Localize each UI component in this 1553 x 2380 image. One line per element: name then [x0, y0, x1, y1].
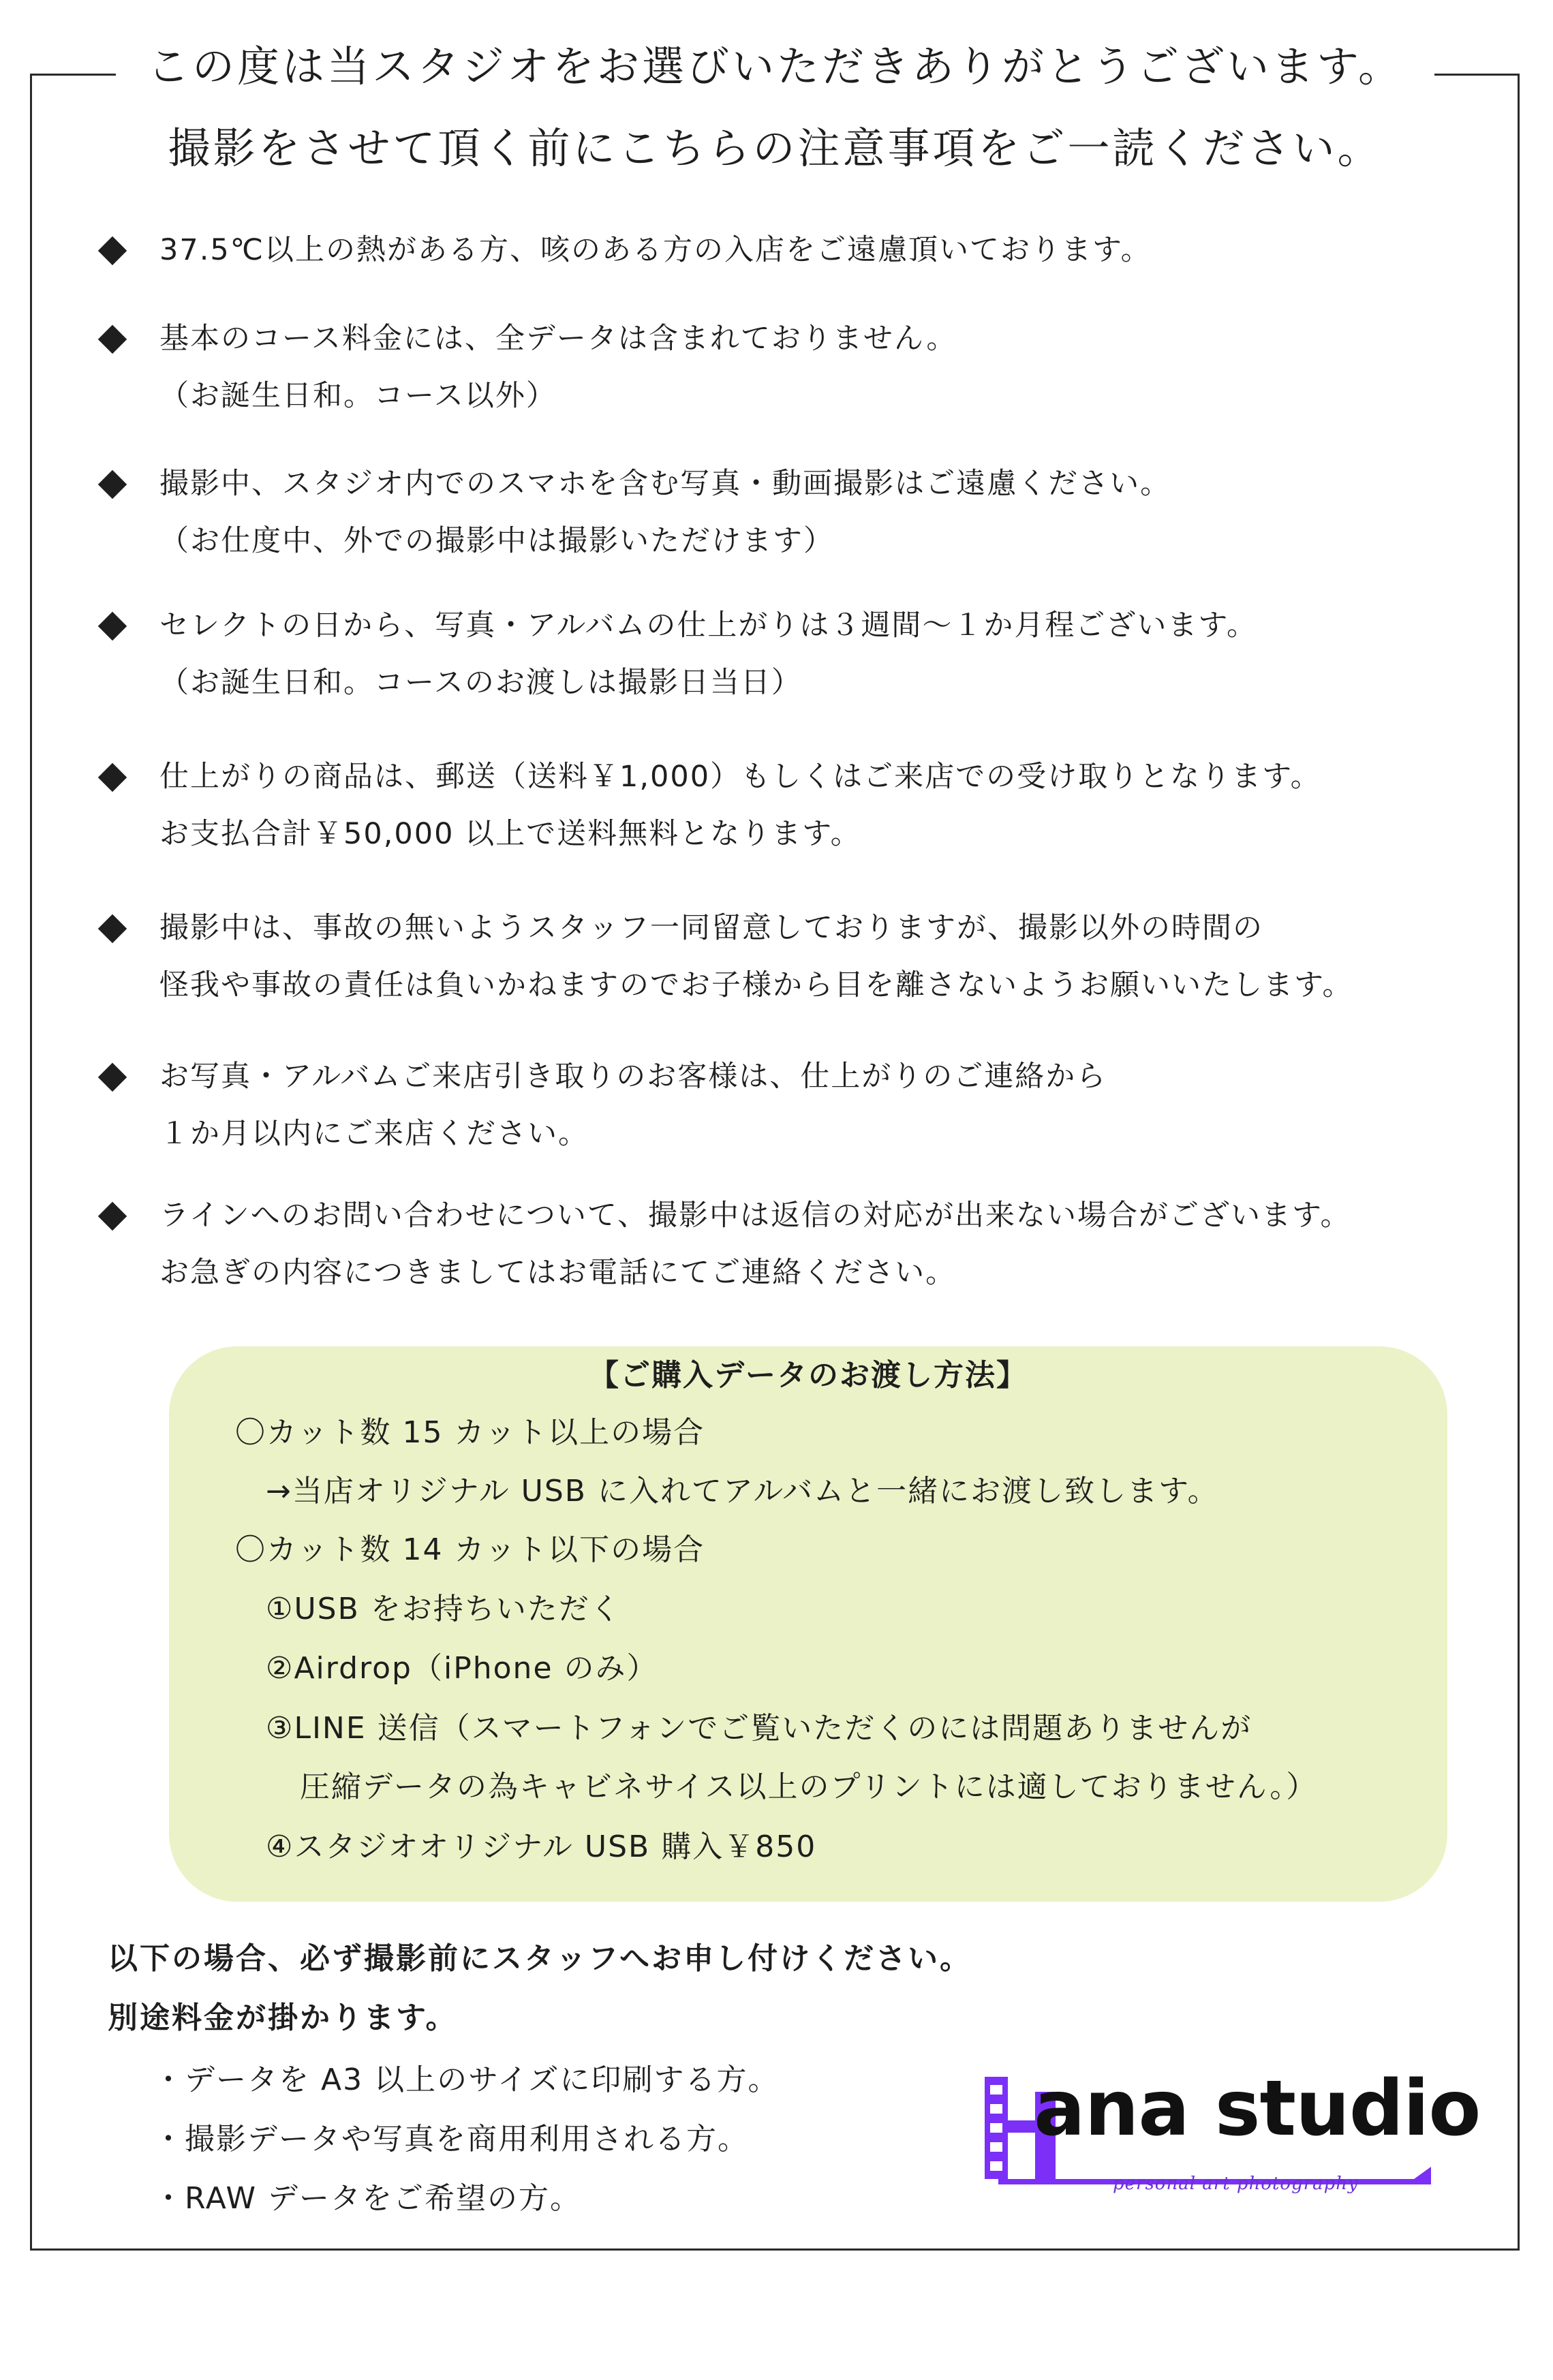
header-line-1: この度は当スタジオをお選びいただきありがとうございます。: [147, 42, 1404, 91]
notice-subline: （お仕度中、外での撮影中は撮影いただけます）: [159, 524, 834, 558]
notice-line: 撮影中は、事故の無いようスタッフ一同留意しておりますが、撮影以外の時間の: [159, 911, 1263, 945]
diamond-bullet-icon: [98, 612, 127, 640]
notice-line: ラインへのお問い合わせについて、撮影中は返信の対応が出来ない場合がございます。: [159, 1199, 1351, 1233]
notice-item: [102, 221, 1152, 279]
delivery-line: ④スタジオオリジナル USB 購入￥850: [266, 1829, 817, 1864]
logo-tagline: personal art photography: [1113, 2174, 1359, 2194]
notice-item: [102, 748, 1321, 863]
diamond-bullet-icon: [98, 236, 127, 265]
notice-line: 基本のコース料金には、全データは含まれておりません。: [159, 322, 957, 356]
header-line-2: 撮影をさせて頂く前にこちらの注意事項をご一読ください。: [168, 123, 1383, 173]
notice-item: [102, 597, 1257, 711]
diamond-bullet-icon: [98, 1202, 127, 1231]
notice-line: セレクトの日から、写真・アルバムの仕上がりは３週間～１か月程ございます。: [159, 608, 1257, 643]
diamond-bullet-icon: [98, 763, 127, 792]
notice-subline: １か月以内にご来店ください。: [159, 1117, 589, 1151]
notice-item: [102, 899, 1353, 1014]
delivery-line: 圧縮データの為キャビネサイス以上のプリントには適しておりません。）: [300, 1769, 1318, 1804]
extra-fee-bullet: ・データを A3 以上のサイズに印刷する方。: [153, 2062, 780, 2097]
diamond-bullet-icon: [98, 470, 127, 499]
extra-fee-bullet: ・RAW データをご希望の方。: [153, 2181, 581, 2216]
hana-studio-logo: [985, 2065, 1481, 2228]
delivery-line: 〇カット数 14 カット以下の場合: [235, 1532, 705, 1567]
notice-line: 37.5℃以上の熱がある方、咳のある方の入店をご遠慮頂いております。: [159, 233, 1152, 267]
notice-subline: お支払合計￥50,000 以上で送料無料となります。: [159, 817, 861, 851]
notice-subline: （お誕生日和。コースのお渡しは撮影日当日）: [159, 666, 802, 700]
notice-line: 仕上がりの商品は、郵送（送料￥1,000）もしくはご来店での受け取りとなります。: [159, 760, 1321, 794]
notice-subline: お急ぎの内容につきましてはお電話にてご連絡ください。: [159, 1256, 957, 1290]
delivery-line: ②Airdrop（iPhone のみ）: [266, 1651, 658, 1686]
delivery-title: 【ご購入データのお渡し方法】: [589, 1358, 1028, 1393]
notice-line: 撮影中、スタジオ内でのスマホを含む写真・動画撮影はご遠慮ください。: [159, 467, 1171, 501]
diamond-bullet-icon: [98, 914, 127, 943]
extra-fee-heading: 以下の場合、必ず撮影前にスタッフへお申し付けください。: [108, 1941, 972, 1976]
notice-item: [102, 310, 957, 424]
delivery-line: ③LINE 送信（スマートフォンでご覧いただくのには問題ありませんが: [266, 1711, 1252, 1746]
logo-wordmark: ana studio: [1034, 2065, 1481, 2153]
notice-subline: （お誕生日和。コース以外）: [159, 379, 557, 413]
diamond-bullet-icon: [98, 325, 127, 354]
diamond-bullet-icon: [98, 1063, 127, 1092]
notice-item: [102, 1187, 1351, 1301]
notice-item: [102, 1048, 1107, 1162]
extra-fee-note: 別途料金が掛かります。: [108, 2000, 458, 2035]
notice-item: [102, 455, 1171, 570]
notice-line: お写真・アルバムご来店引き取りのお客様は、仕上がりのご連絡から: [159, 1060, 1107, 1094]
notice-subline: 怪我や事故の責任は負いかねますのでお子様から目を離さないようお願いいたします。: [159, 968, 1353, 1002]
delivery-line: 〇カット数 15 カット以上の場合: [235, 1415, 705, 1450]
extra-fee-bullet: ・撮影データや写真を商用利用される方。: [153, 2122, 749, 2157]
delivery-line: →当店オリジナル USB に入れてアルバムと一緒にお渡し致します。: [266, 1474, 1219, 1509]
delivery-line: ①USB をお持ちいただく: [266, 1592, 621, 1626]
